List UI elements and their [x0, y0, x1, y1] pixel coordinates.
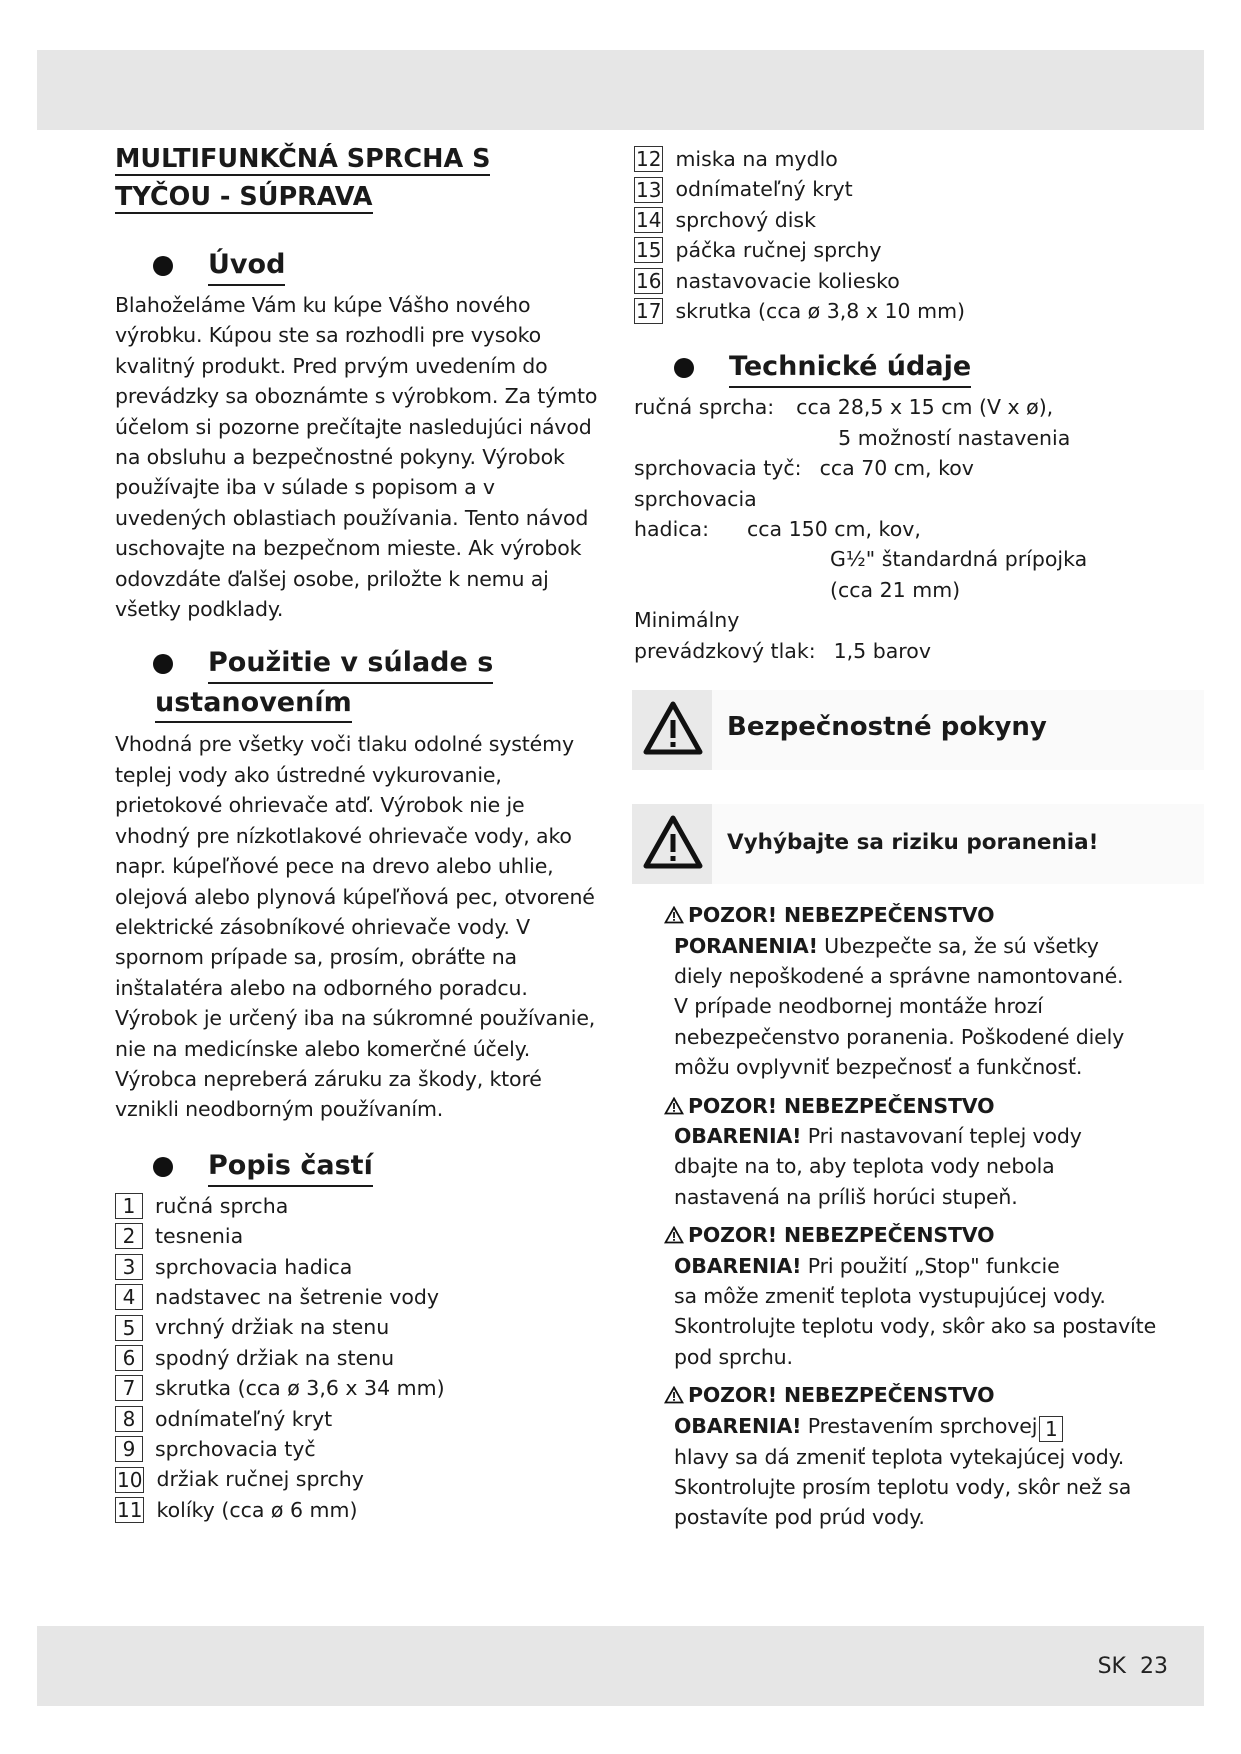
warning-small-icon	[664, 1097, 684, 1115]
bullet-icon	[153, 256, 173, 276]
spec-value: (cca 21 mm)	[830, 577, 961, 602]
part-number: 2	[115, 1223, 143, 1249]
list-item	[115, 1343, 605, 1373]
warning-title-2: PORANENIA!	[674, 933, 818, 958]
warning-text: nastavená na príliš horúci stupeň.	[674, 1184, 1018, 1209]
warning-small-icon	[664, 1386, 684, 1404]
spec-value: cca 28,5 x 15 cm (V x ø),	[796, 395, 1054, 420]
spec-label: ručná sprcha:	[634, 395, 775, 420]
list-item	[115, 1312, 605, 1342]
part-reference: 1	[1039, 1416, 1063, 1442]
part-label: sprchovacia hadica	[155, 1254, 353, 1279]
warning-title-2: OBARENIA!	[674, 1253, 802, 1278]
bullet-icon	[153, 1157, 173, 1177]
warning-triangle-icon	[642, 812, 704, 874]
list-item	[634, 205, 1204, 235]
part-label: odnímateľný kryt	[675, 177, 853, 202]
warning-title-2: OBARENIA!	[674, 1123, 802, 1148]
part-number: 4	[115, 1284, 143, 1310]
spec-value: cca 70 cm, kov	[819, 456, 974, 481]
warning-small-icon	[664, 906, 684, 924]
list-item	[634, 174, 1204, 204]
list-item	[634, 235, 1204, 265]
part-label: skrutka (cca ø 3,6 x 34 mm)	[155, 1376, 445, 1401]
bullet-icon	[153, 654, 173, 674]
list-item	[115, 1434, 605, 1464]
parts-heading	[115, 1147, 605, 1187]
list-item	[115, 1404, 605, 1434]
page-number: 23	[1140, 1654, 1168, 1679]
header-band	[37, 50, 1204, 130]
part-label: ručná sprcha	[155, 1193, 289, 1218]
right-column	[634, 140, 1204, 1533]
warning-text: môžu ovplyvniť bezpečnosť a funkčnosť.	[674, 1055, 1083, 1080]
warning-text: diely nepoškodené a správne namontované.	[674, 963, 1124, 988]
intended-use-text: Vhodná pre všetky voči tlaku odolné systémy teplej vody ako ústredné vykurovanie, prietokové ohrievače atď. Výrobok nie je vhodný pre nízkotlakové ohrievače vody, ako napr. kúpeľňové pece na drevo alebo uhlie, olejová alebo plynová kúpeľňová pec, otvorené elektrické zásobníkové ohrievače vody. V spornom prípade sa, prosím, obráťte na inštalatéra alebo na odborného poradcu. Výrobok je určený iba na súkromné používanie, nie na medicínske alebo komerčné účely. Výrobca nepreberá záruku za škody, ktoré vznikli neodborným používaním.	[115, 732, 596, 1122]
title-line-2: TYČOU - SÚPRAVA	[115, 182, 373, 212]
part-number: 16	[636, 268, 662, 293]
part-number: 6	[115, 1345, 143, 1371]
list-item	[115, 1464, 605, 1494]
list-item	[115, 1191, 605, 1221]
warning-text: sa môže zmeniť teplota vystupujúcej vody.	[674, 1283, 1106, 1308]
spec-label: sprchovacia tyč:	[634, 456, 802, 481]
page-footer	[1084, 1654, 1168, 1679]
part-label: páčka ručnej sprchy	[675, 238, 882, 263]
parts-heading-text: Popis častí	[208, 1147, 373, 1187]
warning-title: POZOR! NEBEZPEČENSTVO	[688, 1223, 995, 1248]
intro-heading	[115, 246, 605, 286]
list-item	[115, 1373, 605, 1403]
intro-text: Blahoželáme Vám ku kúpe Vášho nového výrobku. Kúpou ste sa rozhodli pre vysoko kvalitný produkt. Pred prvým uvedením do prevádzky sa oboznámte s výrobkom. Za týmto účelom si pozorne prečítajte nasledujúci návod na obsluhu a bezpečnostné pokyny. Výrobok používajte iba v súlade s popisom a v uvedených oblastiach používania. Tento návod uschovajte na bezpečnom mieste. Ak výrobok odovzdáte ďalšej osobe, priložte k nemu aj všetky podklady.	[115, 293, 598, 622]
part-label: sprchovacia tyč	[155, 1437, 316, 1461]
spec-label: sprchovacia	[634, 486, 757, 511]
tech-spec-table-2	[634, 453, 974, 483]
warning-text: Pri nastavovaní teplej vody	[801, 1123, 1082, 1148]
part-label: držiak ručnej sprchy	[156, 1467, 364, 1492]
warning-block	[664, 1091, 1204, 1213]
list-item	[634, 266, 1204, 296]
language-code: SK	[1097, 1654, 1126, 1679]
title-line-1: MULTIFUNKČNÁ SPRCHA S	[115, 144, 491, 174]
warning-title: POZOR! NEBEZPEČENSTVO	[688, 1383, 995, 1408]
warning-text: Skontrolujte prosím teplotu vody, skôr než sa	[674, 1475, 1132, 1499]
warning-text: hlavy sa dá zmeniť teplota vytekajúcej vody.	[674, 1444, 1125, 1469]
part-number: 3	[115, 1254, 143, 1280]
spec-value: G½" štandardná prípojka	[830, 547, 1088, 572]
spec-value: 5 možností nastavenia	[838, 425, 1071, 450]
warning-text: Pri použití „Stop" funkcie	[801, 1253, 1060, 1278]
list-item	[115, 1282, 605, 1312]
list-item	[115, 1252, 605, 1282]
spec-value: 1,5 barov	[833, 638, 931, 663]
tech-spec-table-4	[634, 636, 931, 666]
safety-heading-box	[632, 690, 1204, 770]
part-label: odnímateľný kryt	[155, 1406, 333, 1431]
warning-text: postavíte pod prúd vody.	[674, 1505, 925, 1530]
warning-block	[664, 1220, 1204, 1372]
intro-heading-text: Úvod	[208, 246, 285, 286]
warning-title: POZOR! NEBEZPEČENSTVO	[688, 1093, 995, 1118]
part-number: 9	[115, 1436, 143, 1462]
warning-text: Skontrolujte teplotu vody, skôr ako sa postavíte	[674, 1314, 1157, 1339]
safety-heading: Bezpečnostné pokyny	[727, 712, 1047, 743]
list-item	[634, 296, 1204, 326]
part-label: miska na mydlo	[675, 147, 838, 171]
footer-band	[37, 1626, 1204, 1706]
list-item	[115, 1221, 605, 1251]
part-number: 13	[636, 177, 662, 202]
injury-risk-box	[632, 804, 1204, 884]
warning-title-2: OBARENIA!	[674, 1413, 802, 1438]
parts-list-left	[115, 1191, 605, 1525]
intended-use-heading-line2: ustanovením	[155, 684, 352, 723]
list-item	[115, 1495, 605, 1525]
part-label: sprchový disk	[675, 207, 816, 232]
part-label: vrchný držiak na stenu	[155, 1315, 390, 1340]
warning-text: Prestavením sprchovej	[801, 1413, 1038, 1438]
part-number: 1	[115, 1193, 143, 1219]
warning-block	[664, 1380, 1204, 1533]
warning-text: Ubezpečte sa, že sú všetky	[817, 933, 1099, 958]
warning-block	[664, 900, 1204, 1082]
tech-heading-text: Technické údaje	[729, 348, 971, 388]
part-number: 14	[636, 208, 662, 233]
part-number: 8	[115, 1406, 143, 1432]
warning-text: nebezpečenstvo poranenia. Poškodené diely	[674, 1024, 1125, 1049]
warning-text: dbajte na to, aby teplota vody nebola	[674, 1154, 1055, 1179]
safety-subheading: Vyhýbajte sa riziku poranenia!	[727, 830, 1099, 856]
part-number: 5	[115, 1315, 143, 1341]
parts-list-right	[634, 144, 1204, 326]
spec-label: hadica:	[634, 517, 710, 542]
warning-text: V prípade neodbornej montáže hrozí	[674, 994, 1043, 1019]
part-number: 15	[636, 238, 662, 263]
warning-small-icon	[664, 1226, 684, 1244]
part-label: nadstavec na šetrenie vody	[155, 1284, 440, 1309]
part-number: 7	[115, 1375, 143, 1401]
part-label: skrutka (cca ø 3,8 x 10 mm)	[675, 299, 966, 324]
spec-label: Minimálny	[634, 608, 740, 633]
list-item	[634, 144, 1204, 174]
part-number: 17	[636, 299, 662, 324]
part-number: 10	[117, 1467, 143, 1492]
tech-heading	[634, 348, 1204, 388]
part-number: 12	[636, 147, 662, 172]
part-label: kolíky (cca ø 6 mm)	[156, 1497, 358, 1522]
tech-spec-table-3	[634, 514, 921, 544]
document-title	[115, 140, 605, 216]
part-number: 11	[117, 1498, 143, 1523]
warning-title: POZOR! NEBEZPEČENSTVO	[688, 903, 995, 928]
bullet-icon	[674, 358, 694, 378]
intended-use-heading-line1: Použitie v súlade s	[208, 644, 493, 684]
part-label: nastavovacie koliesko	[675, 268, 900, 293]
warning-text: pod sprchu.	[674, 1344, 793, 1369]
intended-use-heading	[115, 644, 605, 723]
tech-spec-table	[634, 392, 1070, 453]
part-label: tesnenia	[155, 1224, 244, 1249]
left-column	[115, 140, 605, 1525]
spec-value: cca 150 cm, kov,	[747, 517, 921, 542]
warning-triangle-icon	[642, 698, 704, 760]
part-label: spodný držiak na stenu	[155, 1345, 395, 1370]
spec-label: prevádzkový tlak:	[634, 638, 816, 663]
